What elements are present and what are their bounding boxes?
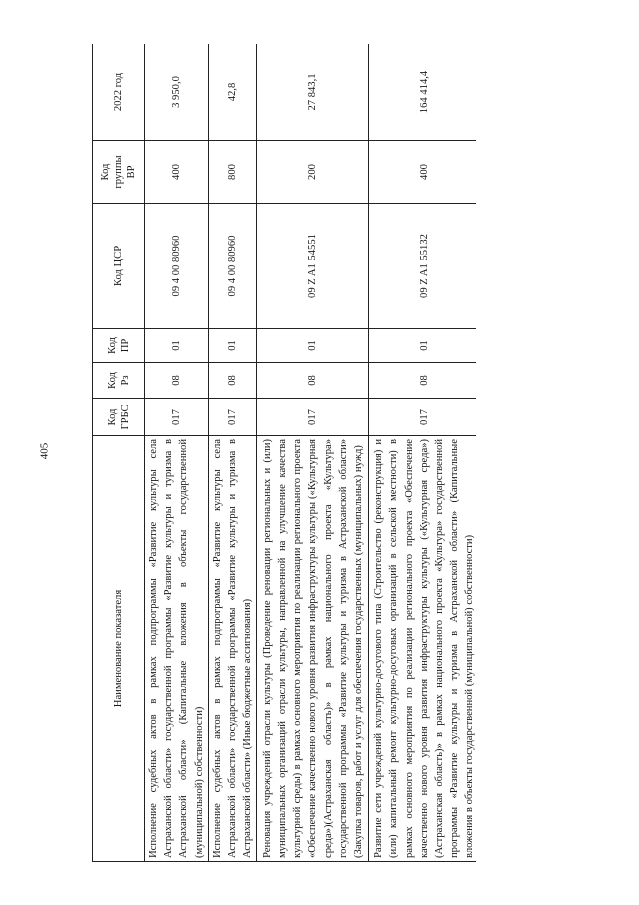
row-csr: 09 Z A1 55132: [369, 204, 476, 329]
header-grbs: Код ГРБС: [93, 399, 145, 436]
rotated-table-container: [92, 44, 476, 862]
header-row: [93, 44, 145, 862]
row-rz: 08: [369, 363, 476, 399]
row-vr: 800: [208, 141, 257, 204]
row-grbs: 017: [369, 399, 476, 436]
table-frame: [92, 44, 476, 862]
row-pr: 01: [208, 329, 257, 363]
header-name: Наименование показателя: [93, 436, 145, 862]
header-csr: Код ЦСР: [93, 204, 145, 329]
table-row: [145, 44, 209, 862]
row-grbs: 017: [257, 399, 369, 436]
row-pr: 01: [145, 329, 209, 363]
row-vr: 200: [257, 141, 369, 204]
row-amount: 27 843,1: [257, 44, 369, 141]
header-year: 2022 год: [93, 44, 145, 141]
row-amount: 3 950,0: [145, 44, 209, 141]
row-csr: 09 Z A1 54551: [257, 204, 369, 329]
header-rz: Код Рз: [93, 363, 145, 399]
table-row: [369, 44, 476, 862]
row-name: Развитие сети учреждений культурно-досугового типа (Строительство (реконструкция) и (или) капитальный ремонт культурно-досуговых организаций в сельской местности) в рамках основного мероприятия по реализации регионального проекта «Обеспечение качественно нового уровня развития инфраструктуры культуры («Культурная среда») (Астраханская область)» в рамках национального проекта «Культура» государственной программы «Развитие культуры и туризма в Астраханской области» (Капитальные вложения в объекты государственной (муниципальной) собственности): [369, 436, 476, 862]
header-vr: Код группы ВР: [93, 141, 145, 204]
row-csr: 09 4 00 80960: [208, 204, 257, 329]
row-rz: 08: [257, 363, 369, 399]
header-pr: Код ПР: [93, 329, 145, 363]
row-pr: 01: [369, 329, 476, 363]
row-name: Реновация учреждений отрасли культуры (Проведение реновации региональных и (или) муниципальных организаций отрасли культуры, направленной на улучшение качества культурной среды) в рамках основного мероприятия по реализации регионального проекта «Обеспечение качественно нового уровня развития инфраструктуры культуры («Культурная среда»)(Астраханская область)» в рамках национального проекта «Культура» государственной программы «Развитие культуры и туризма в Астраханской области» (Закупка товаров, работ и услуг для обеспечения государственных (муниципальных) нужд): [257, 436, 369, 862]
row-name: Исполнение судебных актов в рамках подпрограммы «Развитие культуры села Астраханской области» государственной программы «Развитие культуры и туризма в Астраханской области» (Иные бюджетные ассигнования): [208, 436, 257, 862]
row-amount: 42,8: [208, 44, 257, 141]
row-csr: 09 4 00 80960: [145, 204, 209, 329]
table-row: [257, 44, 369, 862]
row-grbs: 017: [208, 399, 257, 436]
row-vr: 400: [145, 141, 209, 204]
row-rz: 08: [145, 363, 209, 399]
budget-table: [92, 44, 476, 862]
row-rz: 08: [208, 363, 257, 399]
row-pr: 01: [257, 329, 369, 363]
page-number: 405: [38, 442, 51, 460]
table-row: [208, 44, 257, 862]
row-vr: 400: [369, 141, 476, 204]
row-amount: 164 414,4: [369, 44, 476, 141]
row-name: Исполнение судебных актов в рамках подпрограммы «Развитие культуры села Астраханской области» государственной программы «Развитие культуры и туризма в Астраханской области» (Капитальные вложения в объекты государственной (муниципальной) собственности): [145, 436, 209, 862]
row-grbs: 017: [145, 399, 209, 436]
